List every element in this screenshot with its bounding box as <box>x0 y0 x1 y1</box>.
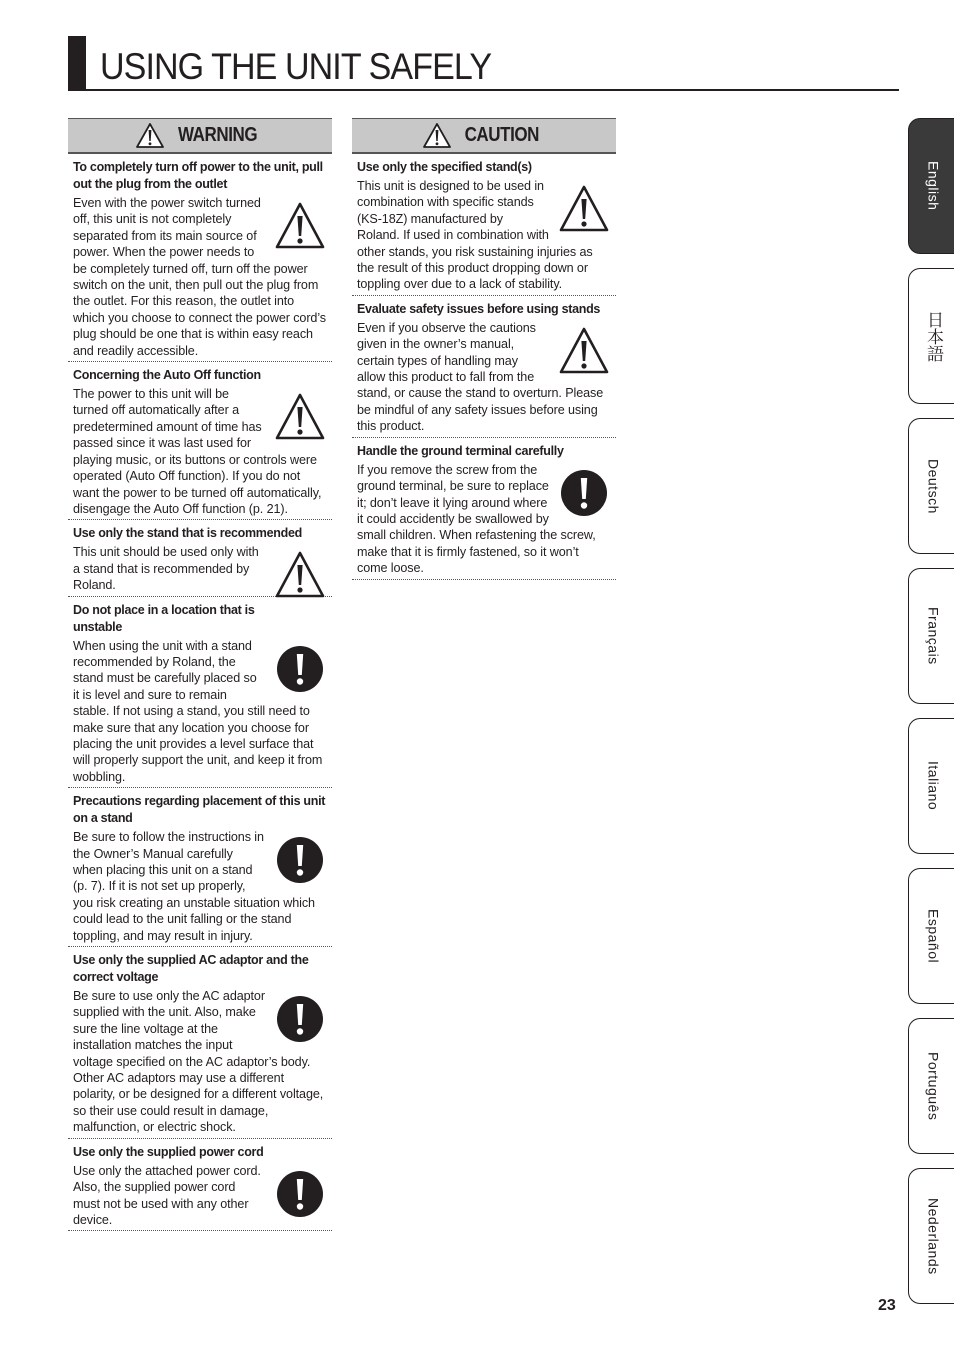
title-rule <box>68 89 899 91</box>
language-tab-label: Português <box>925 1051 942 1121</box>
item-title: Evaluate safety issues before using stands <box>357 301 601 316</box>
warning-triangle-icon <box>273 390 327 444</box>
warning-item <box>68 154 332 362</box>
item-body: This unit should be used only with a stand that is recommended by Roland. <box>73 545 259 593</box>
language-tab-label: English <box>925 161 942 211</box>
language-tab-label: Italiano <box>925 761 942 811</box>
page-title: USING THE UNIT SAFELY <box>100 46 492 87</box>
item-title: Precautions regarding placement of this unit on a stand <box>73 794 326 826</box>
warning-triangle-icon <box>273 548 327 602</box>
warning-triangle-icon <box>422 122 452 149</box>
language-tab[interactable] <box>908 568 954 704</box>
item-title: Concerning the Auto Off function <box>73 368 261 383</box>
caution-list <box>352 154 616 580</box>
caution-header <box>352 118 616 154</box>
caution-label: CAUTION <box>464 124 540 146</box>
caution-column <box>352 118 616 580</box>
mandatory-exclamation-icon <box>273 642 327 696</box>
warning-triangle-icon <box>557 182 611 236</box>
caution-item <box>352 296 616 438</box>
warning-header <box>68 118 332 154</box>
warning-item <box>68 597 332 789</box>
item-title: Use only the supplied power cord <box>73 1144 264 1159</box>
item-body: When using the unit with a stand recommended by Roland, the stand must be carefully placed so it is level and sure to remain stable. If not using a stand, you still need to make sure that any location you choose for placing the unit provides a level surface that will properly support the unit, and keep it from wobbling. <box>73 638 323 784</box>
item-title: Use only the supplied AC adaptor and the correct voltage <box>73 953 309 985</box>
item-title: Do not place in a location that is unstable <box>73 602 255 634</box>
warning-triangle-icon <box>273 199 327 253</box>
item-body: Even if you observe the cautions given in the owner’s manual, certain types of handling may allow this product to fall from the stand, or cause the stand to overturn. Please be mindful of any safety issues before using this product. <box>357 320 604 434</box>
title-accent-bar <box>68 36 86 90</box>
mandatory-exclamation-icon <box>273 833 327 887</box>
language-tab[interactable] <box>908 118 954 254</box>
language-tab-label: 日本語 <box>924 310 943 362</box>
language-tab[interactable] <box>908 718 954 854</box>
item-body: This unit is designed to be used in combination with specific stands (KS-18Z) manufactured by Roland. If used in combination with other stands, you risk sustaining injuries as the result of this product dropping down or toppling over due to a lack of stability. <box>357 179 593 292</box>
caution-item <box>352 154 616 296</box>
warning-column <box>68 118 332 1231</box>
language-tab[interactable] <box>908 1168 954 1304</box>
item-body: Be sure to use only the AC adaptor supplied with the unit. Also, make sure the line voltage at the installation matches the input voltage specified on the AC adaptor’s body. Other AC adaptors may use a different polarity, or be designed for a different voltage, so their use could result in damage, malfunction, or electric shock. <box>73 989 324 1135</box>
language-tab[interactable] <box>908 868 954 1004</box>
language-tab-label: Français <box>925 607 942 665</box>
item-body: Be sure to follow the instructions in the Owner’s Manual carefully when placing this unit on a stand (p. 7). If it is not set up properly, you risk creating an unstable situation which could lead to the unit falling or the stand toppling, and may result in injury. <box>73 830 315 943</box>
item-title: To completely turn off power to the unit, pull out the plug from the outlet <box>73 160 323 191</box>
item-body: Even with the power switch turned off, this unit is not completely separated from its main source of power. When the power needs to be completely turned off, turn off the power switch on the unit, then pull out the plug from the outlet. For this reason, the outlet into which you choose to connect the power cord’s plug should be one that is within easy reach and readily accessible. <box>73 196 326 358</box>
language-tab[interactable] <box>908 418 954 554</box>
warning-triangle-icon <box>557 324 611 378</box>
language-tab-label: Nederlands <box>925 1197 942 1275</box>
mandatory-exclamation-icon <box>273 992 327 1046</box>
caution-item <box>352 438 616 580</box>
language-tab-label: Español <box>925 908 942 964</box>
language-tab[interactable] <box>908 1018 954 1154</box>
warning-label: WARNING <box>178 124 258 146</box>
warning-triangle-icon <box>135 122 165 149</box>
warning-item <box>68 947 332 1139</box>
mandatory-exclamation-icon <box>273 1167 327 1221</box>
item-title: Use only the specified stand(s) <box>357 160 532 174</box>
item-title: Use only the stand that is recommended <box>73 526 302 541</box>
warning-item <box>68 788 332 947</box>
warning-item <box>68 362 332 520</box>
page-number: 23 <box>878 1297 896 1314</box>
item-body: Use only the attached power cord. Also, the supplied power cord must not be used with any other device. <box>73 1163 261 1227</box>
warning-list <box>68 154 332 1231</box>
item-body: The power to this unit will be turned off automatically after a predetermined amount of time has passed since it was last used for playing music, or its buttons or controls were operated (Auto Off function). If you do not want the power to be turned off automatically, disengage the Auto Off function (p. 21). <box>73 387 322 516</box>
mandatory-exclamation-icon <box>557 466 611 520</box>
language-tab-label: Deutsch <box>925 458 942 514</box>
warning-item <box>68 520 332 596</box>
language-tab[interactable] <box>908 268 954 404</box>
item-body: If you remove the screw from the ground terminal, be sure to replace it; don’t leave it lying around where it could accidently be swallowed by small children. When refastening the screw, make that it is firmly fastened, so it won’t come loose. <box>357 462 596 576</box>
item-title: Handle the ground terminal carefully <box>357 443 564 458</box>
warning-item <box>68 1139 332 1232</box>
